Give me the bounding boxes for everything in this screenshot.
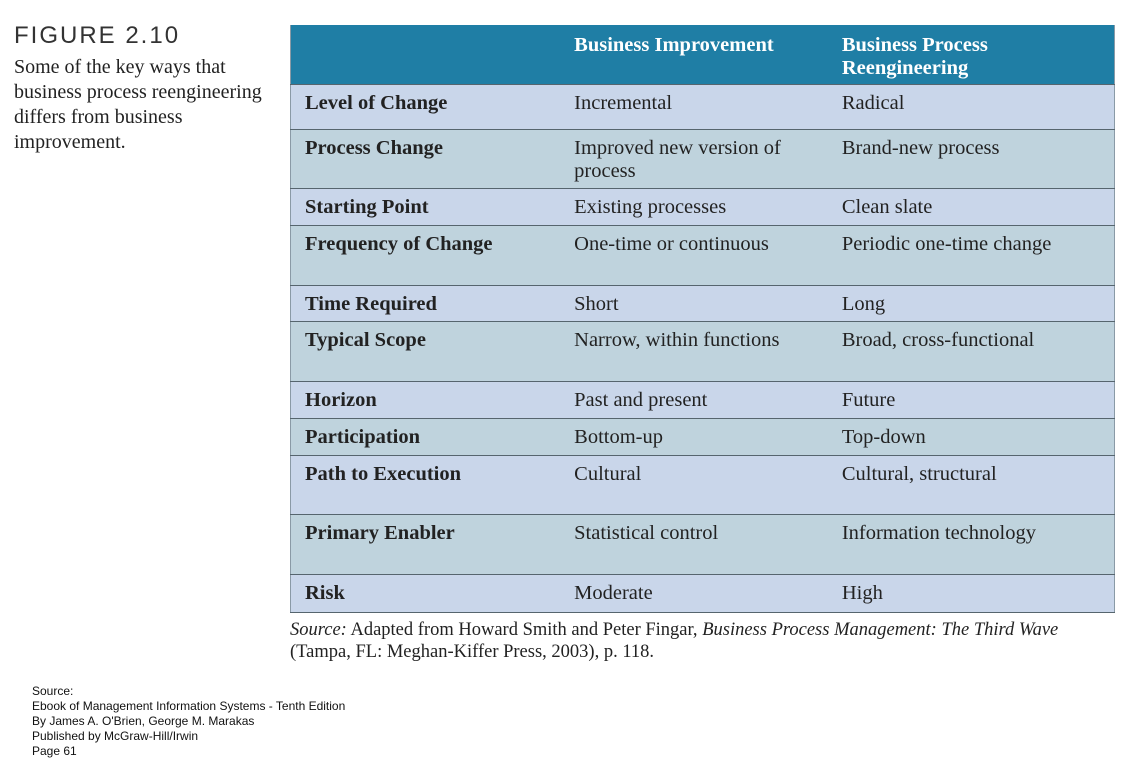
source-text-1: Adapted from Howard Smith and Peter Fingar, bbox=[346, 620, 703, 640]
reengineering-cell: Information technology bbox=[828, 514, 1115, 574]
header-business-improvement: Business Improvement bbox=[560, 25, 828, 84]
source-book-title: Business Process Management: The Third Wave bbox=[702, 620, 1059, 640]
row-label: Process Change bbox=[291, 129, 561, 188]
improvement-cell: Cultural bbox=[560, 455, 828, 514]
footnote-line: Source: bbox=[32, 684, 74, 698]
figure-label: FIGURE 2.10 bbox=[14, 22, 181, 49]
reengineering-cell: Top-down bbox=[828, 418, 1115, 455]
table-header-row bbox=[291, 25, 1115, 84]
reengineering-cell: Future bbox=[828, 381, 1115, 418]
table-row bbox=[291, 84, 1115, 129]
source-prefix: Source: bbox=[290, 620, 347, 640]
improvement-cell: One-time or continuous bbox=[560, 225, 828, 285]
row-label: Frequency of Change bbox=[291, 225, 561, 285]
source-text-2: (Tampa, FL: Meghan-Kiffer Press, 2003), p. 118. bbox=[290, 642, 655, 662]
row-label: Primary Enabler bbox=[291, 514, 561, 574]
improvement-cell: Moderate bbox=[560, 574, 828, 612]
footnote-line: Page 61 bbox=[32, 744, 77, 758]
row-label: Horizon bbox=[291, 381, 561, 418]
table-row bbox=[291, 188, 1115, 225]
row-label: Path to Execution bbox=[291, 455, 561, 514]
table-row bbox=[291, 225, 1115, 285]
reengineering-cell: Periodic one-time change bbox=[828, 225, 1115, 285]
improvement-cell: Improved new version of process bbox=[560, 129, 828, 188]
table-row bbox=[291, 321, 1115, 381]
row-label: Starting Point bbox=[291, 188, 561, 225]
reengineering-cell: Radical bbox=[828, 84, 1115, 129]
comparison-table bbox=[290, 25, 1115, 613]
figure-caption: Some of the key ways that business process reengineering differs from business improvement. bbox=[14, 56, 262, 153]
footnote-line: Ebook of Management Information Systems - Tenth Edition bbox=[32, 699, 346, 713]
improvement-cell: Existing processes bbox=[560, 188, 828, 225]
table-row bbox=[291, 381, 1115, 418]
header-business-process-reengineering: Business Process Reengineering bbox=[828, 25, 1115, 84]
row-label: Risk bbox=[291, 574, 561, 612]
improvement-cell: Past and present bbox=[560, 381, 828, 418]
table-row bbox=[291, 418, 1115, 455]
reengineering-cell: Clean slate bbox=[828, 188, 1115, 225]
improvement-cell: Bottom-up bbox=[560, 418, 828, 455]
improvement-cell: Short bbox=[560, 285, 828, 321]
row-label: Participation bbox=[291, 418, 561, 455]
table-row bbox=[291, 129, 1115, 188]
footnote-line: By James A. O'Brien, George M. Marakas bbox=[32, 714, 255, 728]
reengineering-cell: Long bbox=[828, 285, 1115, 321]
footnote bbox=[32, 684, 345, 759]
row-label: Typical Scope bbox=[291, 321, 561, 381]
table-row bbox=[291, 514, 1115, 574]
footnote-line: Published by McGraw-Hill/Irwin bbox=[32, 729, 199, 743]
table-row bbox=[291, 455, 1115, 514]
table-row bbox=[291, 574, 1115, 612]
improvement-cell: Incremental bbox=[560, 84, 828, 129]
row-label: Time Required bbox=[291, 285, 561, 321]
improvement-cell: Narrow, within functions bbox=[560, 321, 828, 381]
reengineering-cell: Cultural, structural bbox=[828, 455, 1115, 514]
improvement-cell: Statistical control bbox=[560, 514, 828, 574]
reengineering-cell: Brand-new process bbox=[828, 129, 1115, 188]
table-source-citation bbox=[290, 619, 1110, 663]
table-row bbox=[291, 285, 1115, 321]
reengineering-cell: Broad, cross-functional bbox=[828, 321, 1115, 381]
reengineering-cell: High bbox=[828, 574, 1115, 612]
row-label: Level of Change bbox=[291, 84, 561, 129]
header-empty bbox=[291, 25, 561, 84]
